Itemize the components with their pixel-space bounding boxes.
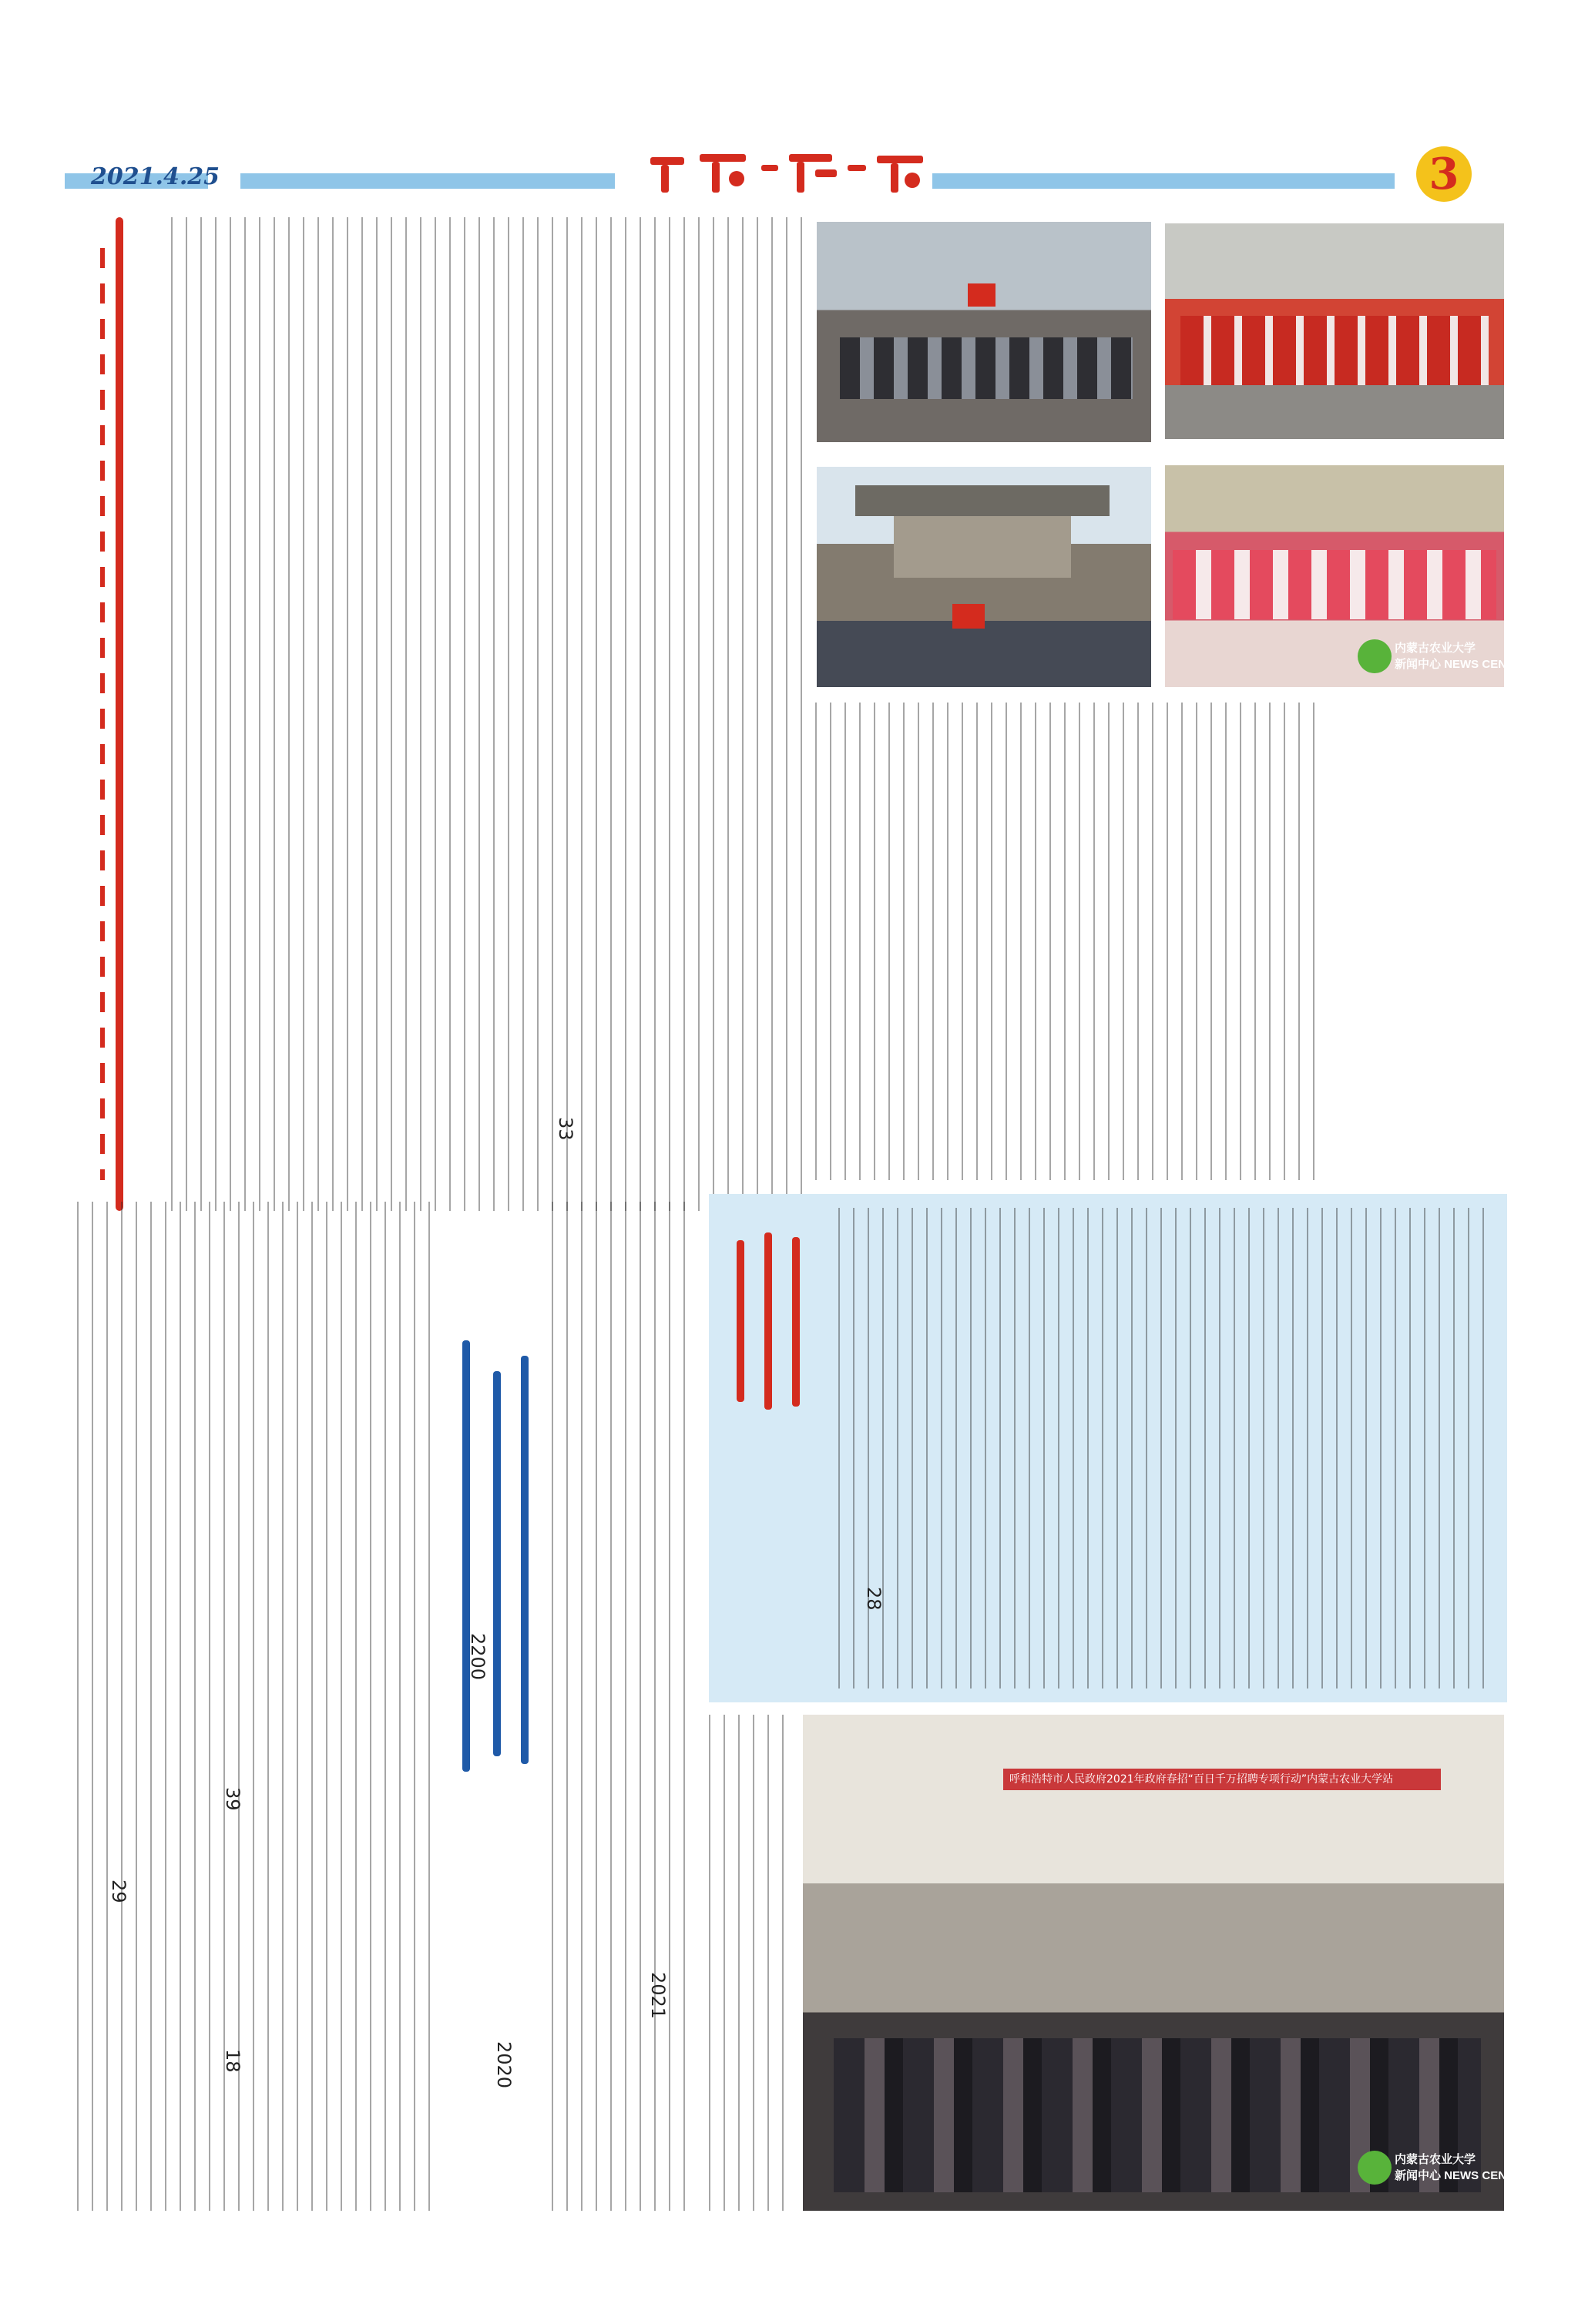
photo-job-fair (803, 1715, 1530, 2211)
masthead-band-middle (240, 173, 615, 189)
bottom-article-headline (447, 1340, 539, 1772)
headline-bottom-stroke-3 (521, 1356, 529, 1764)
news-center-logo-text: 内蒙古农业大学 新闻中心 NEWS CENTER (1395, 642, 1530, 671)
photo-students-flag (817, 222, 1151, 442)
headline-bottom-stroke-1 (462, 1340, 470, 1772)
blue-box-title-stroke-3 (792, 1237, 800, 1407)
top-article-body-left (171, 217, 803, 1211)
number-28: 28 (863, 1587, 885, 1611)
news-center-logo-icon-bottom (1358, 2151, 1392, 2185)
number-18: 18 (222, 2049, 243, 2073)
top-article-headline (77, 217, 160, 1211)
bottom-article-body-left (77, 1202, 431, 2211)
job-fair-banner: 呼和浩特市人民政府2021年政府春招“百日千万招聘专项行动”内蒙古农业大学站 (1003, 1769, 1441, 1790)
masthead-title-logo (646, 151, 931, 196)
news-center-logo-text-bottom: 内蒙古农业大学 新闻中心 NEWS CENTER (1395, 2153, 1530, 2182)
number-2020: 2020 (493, 2041, 515, 2089)
top-article-body-right (815, 703, 1316, 1180)
photo-memorial-gate-group (817, 467, 1151, 687)
blue-box-title-stroke-2 (764, 1232, 772, 1410)
number-33: 33 (555, 1117, 576, 1141)
headline-bottom-stroke-2 (493, 1371, 501, 1756)
blue-box-article (709, 1194, 1507, 1702)
photo-children-red-uniforms (1165, 223, 1504, 439)
number-39: 39 (222, 1787, 243, 1811)
number-2021: 2021 (647, 1972, 669, 2020)
news-center-logo-icon (1358, 639, 1392, 673)
blue-box-title-stroke-1 (737, 1240, 744, 1402)
news-center-logo (1358, 635, 1530, 679)
masthead-band-right (932, 173, 1395, 189)
number-29: 29 (108, 1880, 129, 1903)
page-number-badge: 3 (1416, 146, 1472, 202)
bottom-article-body-under-box (709, 1715, 794, 2211)
issue-date: 2021.4.25 (91, 163, 220, 190)
number-2200: 2200 (467, 1633, 489, 1681)
news-center-logo-bottom (1358, 2146, 1530, 2191)
blue-box-body-text (838, 1208, 1493, 1689)
headline-stroke (116, 217, 123, 1211)
bottom-article-body-middle (552, 1202, 698, 2211)
photo-children-classroom (1165, 465, 1530, 687)
headline-stroke-secondary (100, 248, 105, 1180)
